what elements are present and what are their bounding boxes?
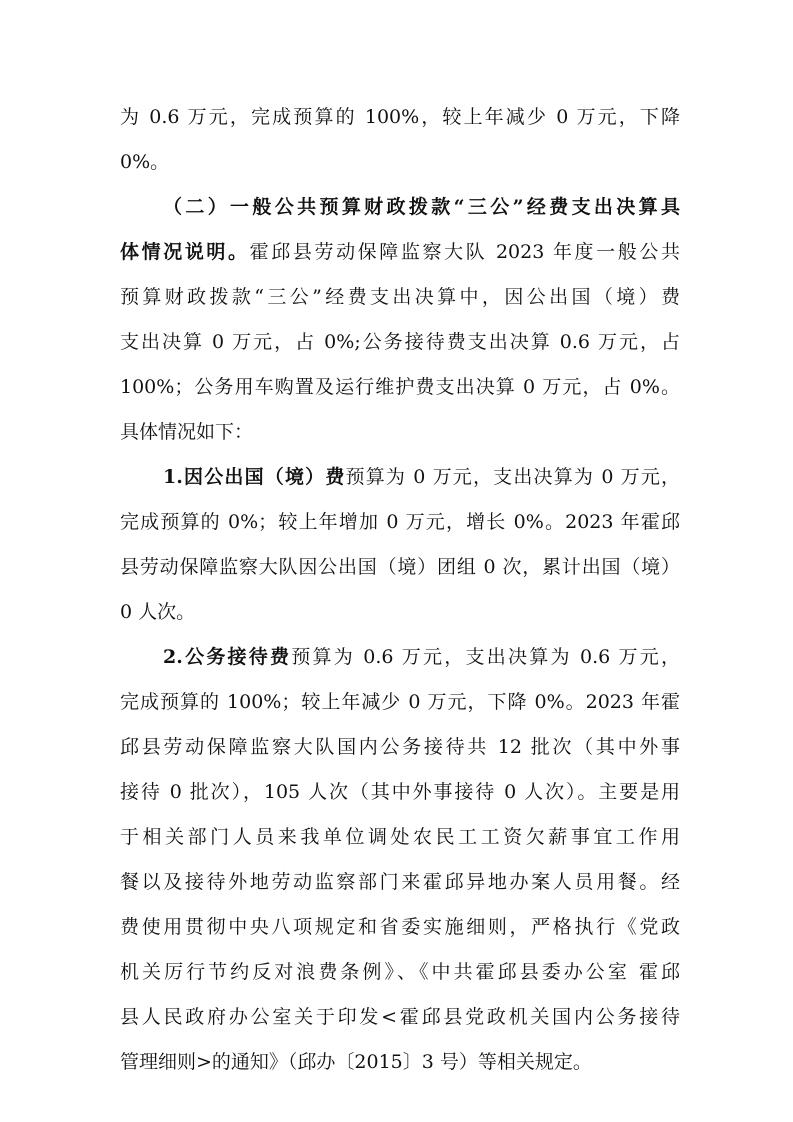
text-line-1: 为 0.6 万元，完成预算的 100%，较上年减少 0 万元，下降	[120, 106, 680, 128]
text-line-7: 100%；公务用车购置及运行维护费支出决算 0 万元，占 0%。	[120, 376, 680, 398]
text-line-20: 机关厉行节约反对浪费条例》、《中共霍邱县委办公室 霍邱	[120, 961, 680, 983]
text-line-14: 完成预算的 100%；较上年减少 0 万元，下降 0%。2023 年霍	[120, 691, 680, 713]
text-line-4: 体情况说明。霍邱县劳动保障监察大队 2023 年度一般公共	[120, 241, 680, 263]
text-line-6: 支出决算 0 万元，占 0%;公务接待费支出决算 0.6 万元，占	[120, 331, 680, 353]
text-line-12: 0 人次。	[120, 601, 196, 623]
text-line-17: 于相关部门人员来我单位调处农民工工资欠薪事宜工作用	[120, 826, 680, 848]
text-line-22: 管理细则>的通知》（邱办〔2015〕3 号）等相关规定。	[120, 1051, 592, 1073]
text-line-5: 预算财政拨款“三公”经费支出决算中，因公出国（境）费	[120, 286, 680, 308]
section-heading-line: （二）一般公共预算财政拨款“三公”经费支出决算具	[163, 196, 680, 218]
text-line-18: 餐以及接待外地劳动监察部门来霍邱异地办案人员用餐。经	[120, 871, 680, 893]
text-line-19: 费使用贯彻中央八项规定和省委实施细则，严格执行《党政	[120, 916, 680, 938]
text-line-2: 0%。	[120, 151, 170, 173]
item-2-heading-line: 2.公务接待费预算为 0.6 万元，支出决算为 0.6 万元，	[163, 646, 680, 668]
text-line-15: 邱县劳动保障监察大队国内公务接待共 12 批次（其中外事	[120, 736, 680, 758]
text-line-21: 县人民政府办公室关于印发<霍邱县党政机关国内公务接待	[120, 1006, 680, 1028]
text-line-11: 县劳动保障监察大队因公出国（境）团组 0 次，累计出国（境）	[120, 556, 680, 578]
text-line-10: 完成预算的 0%；较上年增加 0 万元，增长 0%。2023 年霍邱	[120, 511, 680, 533]
text-line-16: 接待 0 批次），105 人次（其中外事接待 0 人次）。主要是用	[120, 781, 680, 803]
item-1-heading-line: 1.因公出国（境）费预算为 0 万元，支出决算为 0 万元，	[163, 466, 680, 488]
text-line-8: 具体情况如下：	[120, 421, 254, 443]
